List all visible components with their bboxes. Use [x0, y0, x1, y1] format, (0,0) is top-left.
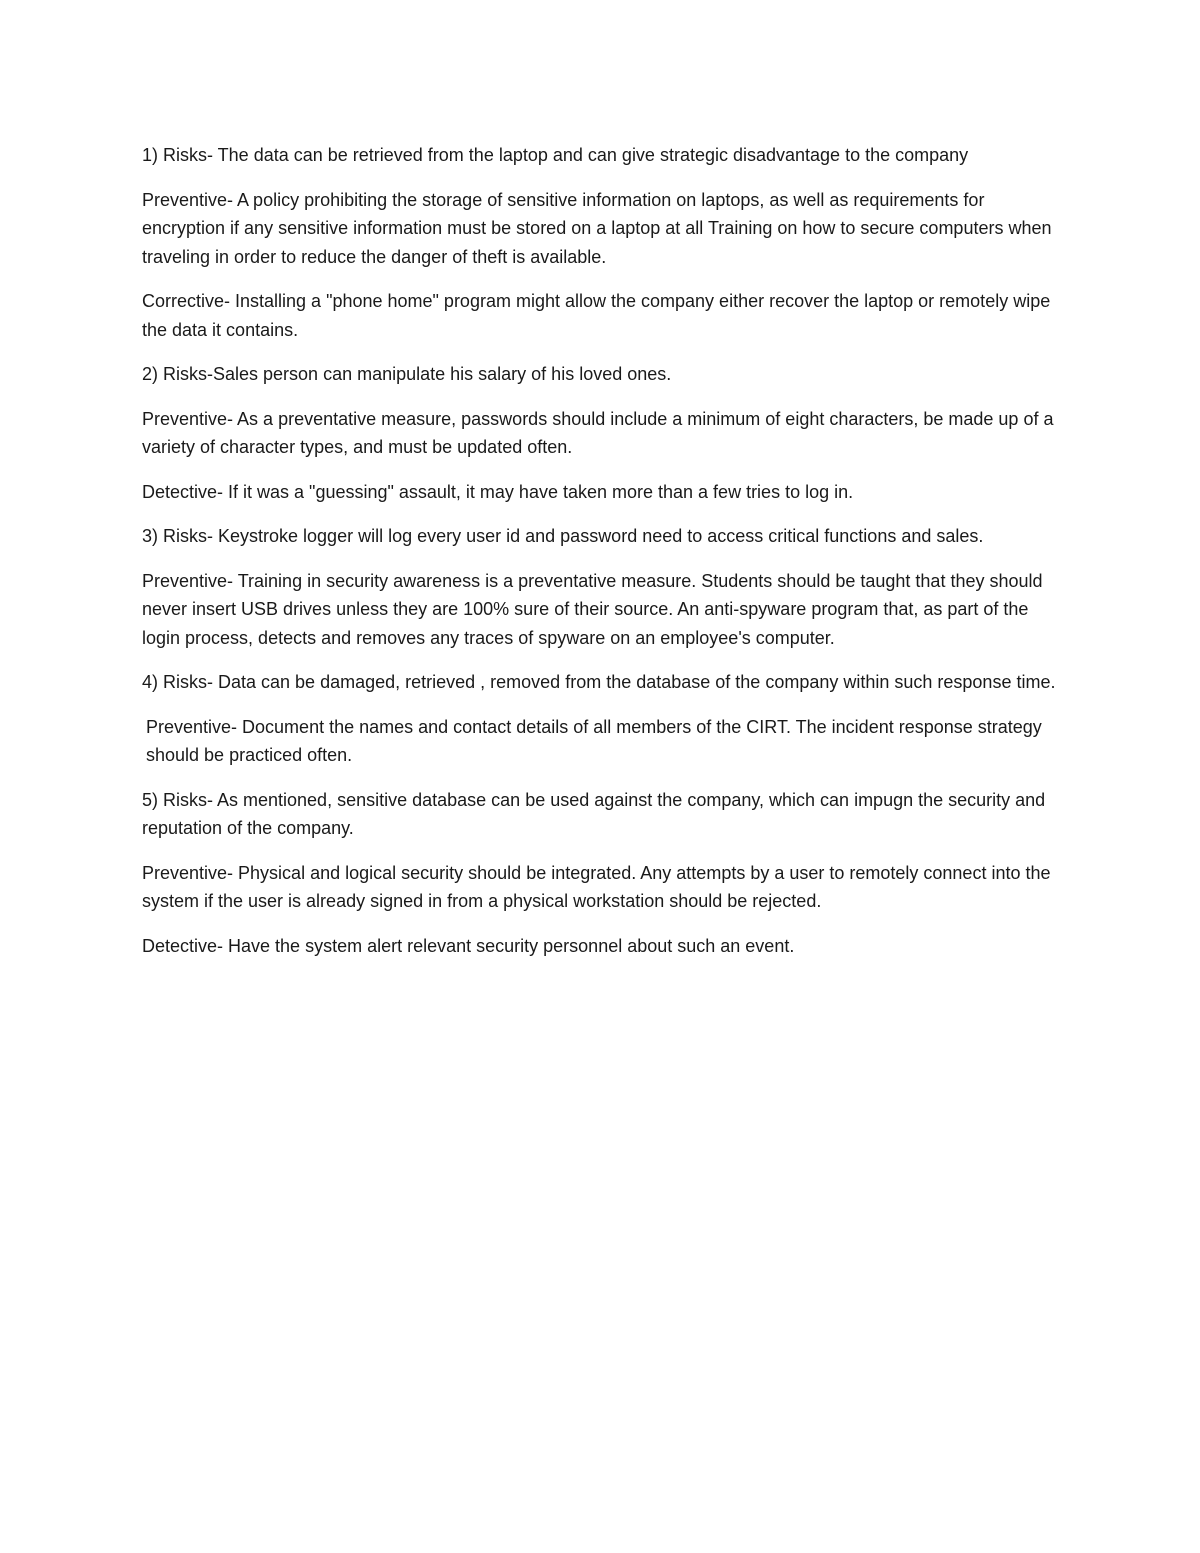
- paragraph-risk-2-preventive: Preventive- As a preventative measure, passwords should include a minimum of eight characters, be made up of a variety of character types, and must be updated often.: [142, 408, 1054, 457]
- paragraph-risk-5-preventive: Preventive- Physical and logical security should be integrated. Any attempts by a user to remotely connect into the system if the user is already signed in from a physical workstation should be rejected.: [142, 862, 1051, 911]
- paragraph-risk-2: 2) Risks-Sales person can manipulate his salary of his loved ones.: [142, 364, 672, 384]
- paragraph-risk-4: 4) Risks- Data can be damaged, retrieved , removed from the database of the company within such response time.: [142, 672, 1056, 692]
- document-body: [142, 141, 1062, 976]
- paragraph-risk-3-preventive: Preventive- Training in security awareness is a preventative measure. Students should be taught that they should never insert USB drives unless they are 100% sure of their source. An anti-spyware program that, as part of the login process, detects and removes any traces of spyware on an employee's computer.: [142, 570, 1043, 648]
- paragraph-risk-3: 3) Risks- Keystroke logger will log every user id and password need to access critical functions and sales.: [142, 526, 984, 546]
- paragraph-risk-5: 5) Risks- As mentioned, sensitive database can be used against the company, which can impugn the security and reputation of the company.: [142, 789, 1046, 838]
- paragraph-risk-1: 1) Risks- The data can be retrieved from the laptop and can give strategic disadvantage to the company: [142, 145, 969, 165]
- paragraph-risk-2-detective: Detective- If it was a "guessing" assault, it may have taken more than a few tries to log in.: [142, 481, 854, 502]
- paragraph-risk-1-preventive: Preventive- A policy prohibiting the storage of sensitive information on laptops, as well as requirements for encryption if any sensitive information must be stored on a laptop at all Training on how to secure computers when traveling in order to reduce the danger of theft is available.: [142, 189, 1052, 267]
- paragraph-risk-1-corrective: Corrective- Installing a "phone home" program might allow the company either recover the laptop or remotely wipe the data it contains.: [142, 291, 1051, 340]
- paragraph-risk-4-preventive: Preventive- Document the names and contact details of all members of the CIRT. The incident response strategy should be practiced often.: [146, 716, 1042, 765]
- paragraph-risk-5-detective: Detective- Have the system alert relevant security personnel about such an event.: [142, 935, 795, 956]
